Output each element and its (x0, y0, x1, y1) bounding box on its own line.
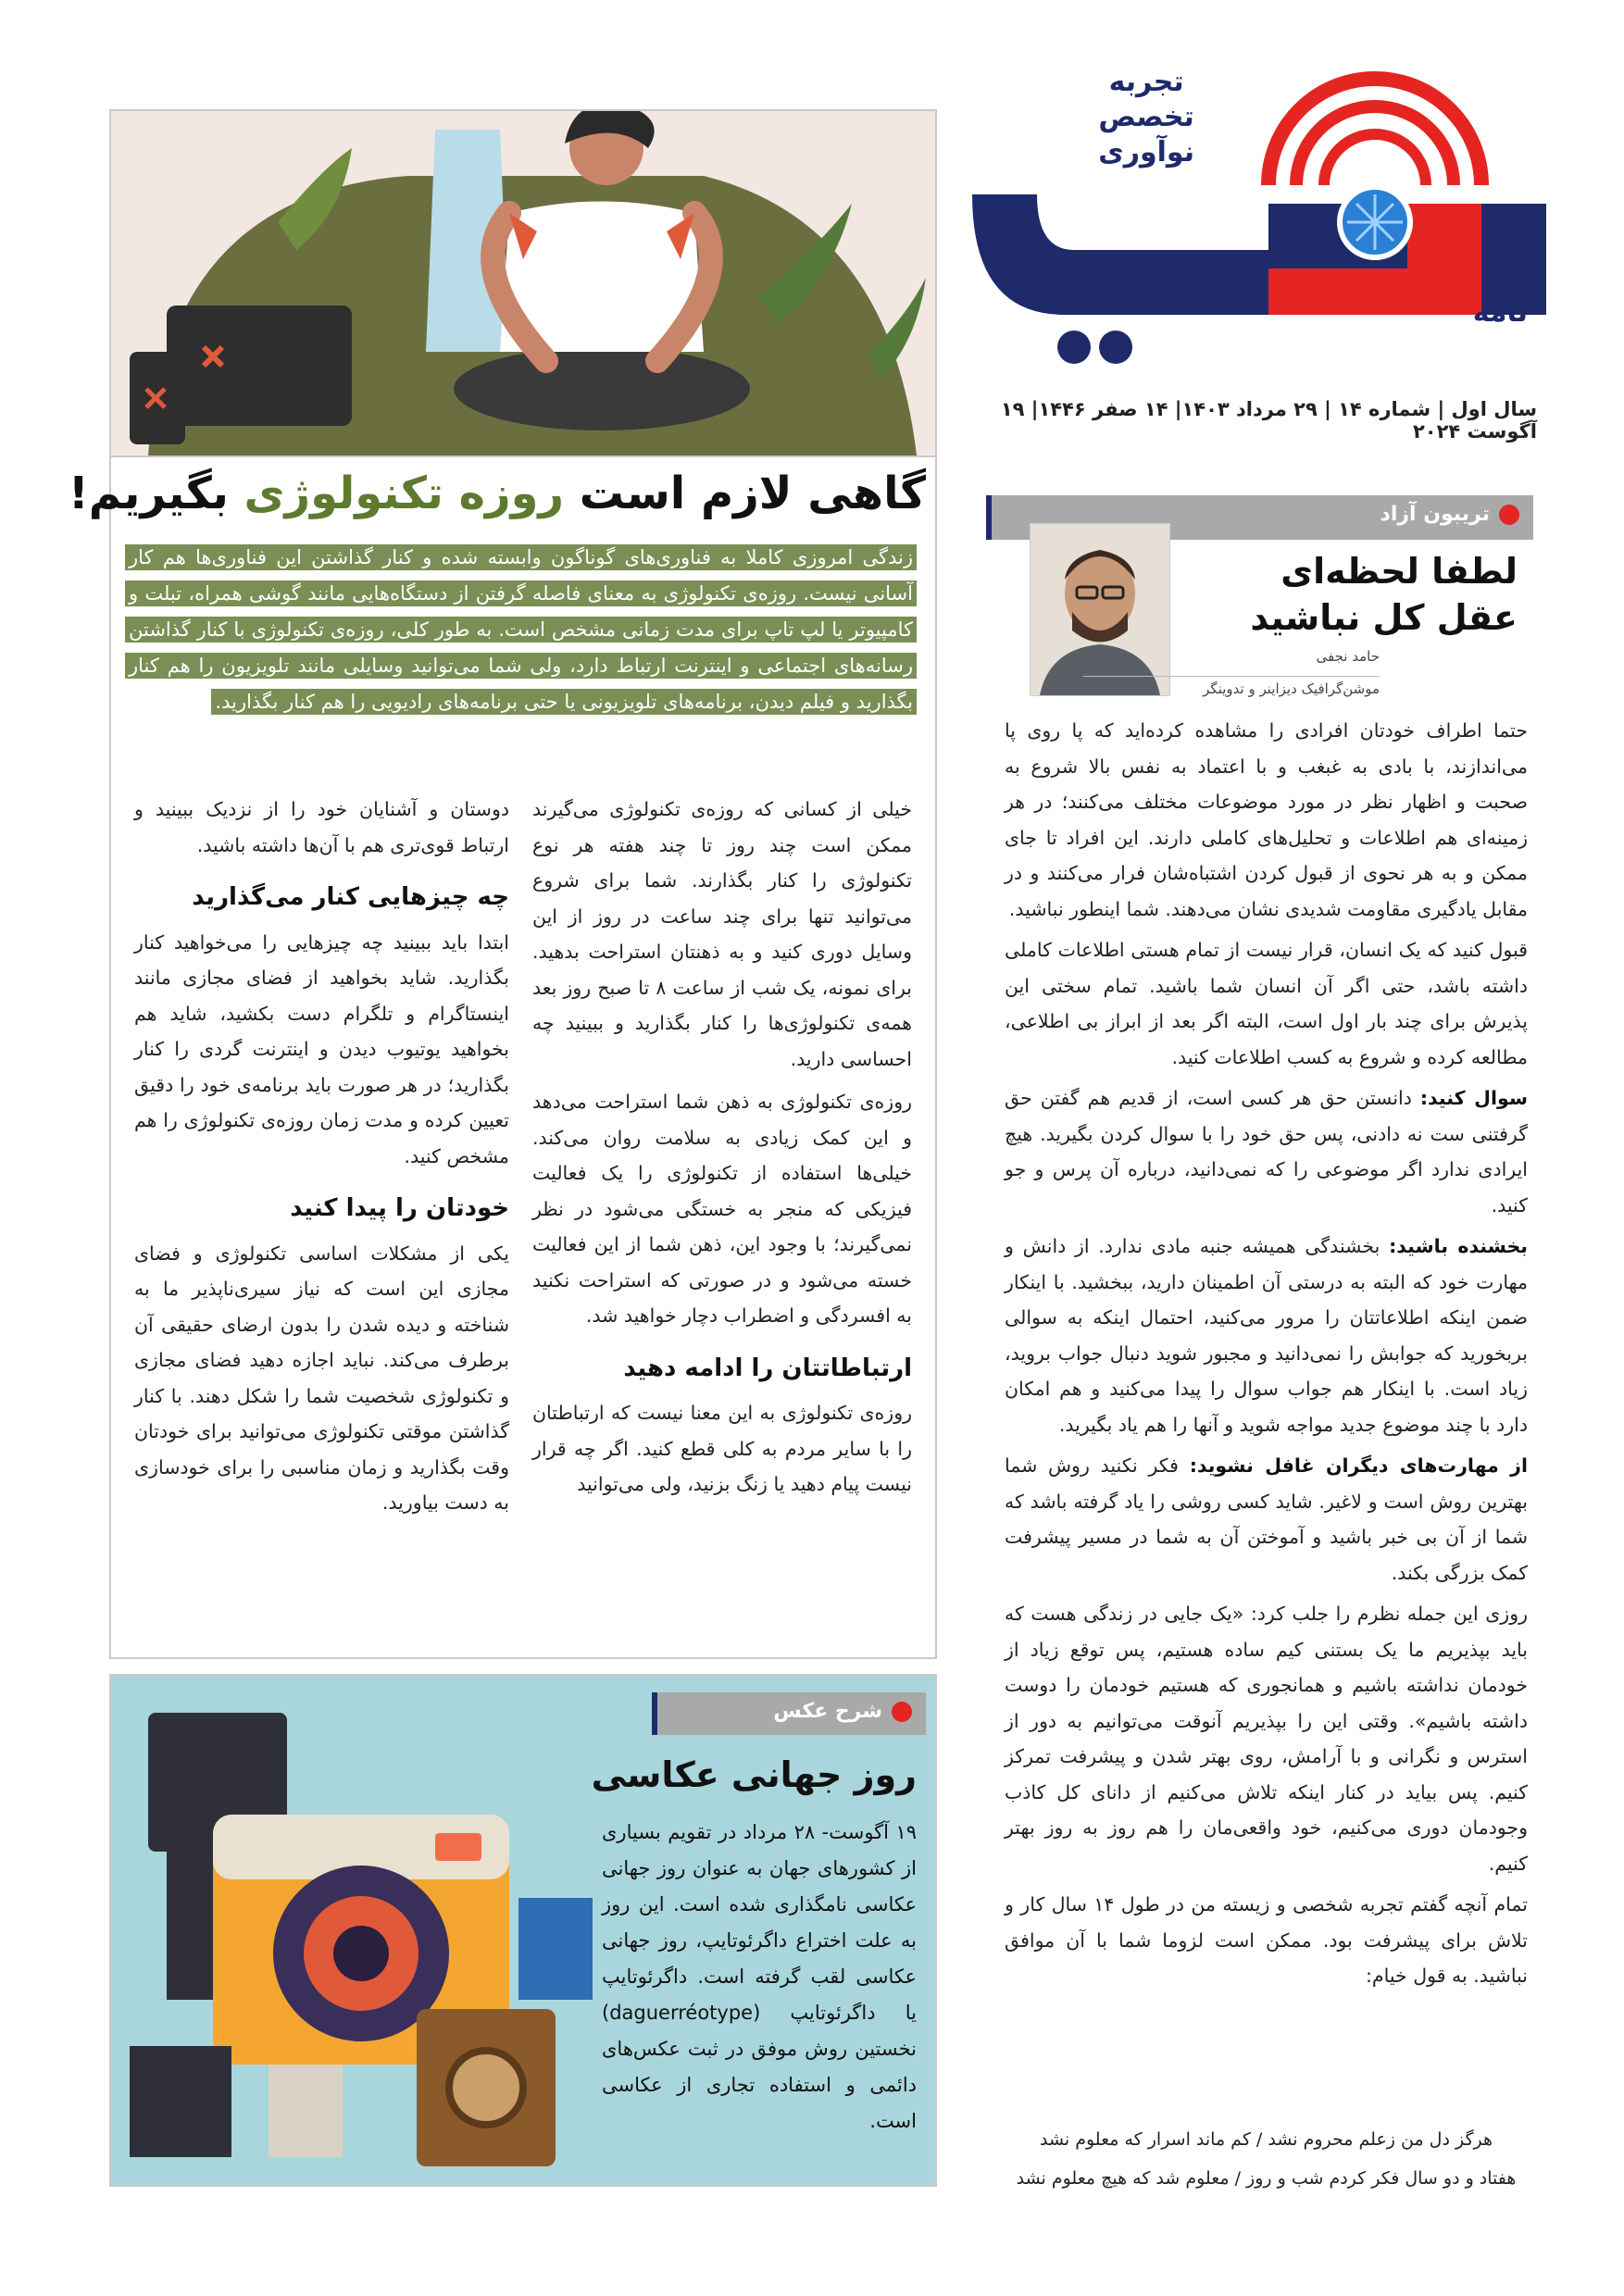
author-role: موشن‌گرافیک دیزاینر و تدوینگر (1083, 676, 1380, 697)
issue-line: سال اول | شماره ۱۴ | ۲۹ مرداد ۱۴۰۳| ۱۴ صفر ۱۴۴۶| ۱۹ آگوست ۲۰۲۴ (1000, 398, 1537, 443)
paragraph: سوال کنید: دانستن حق هر کسی است، از قدیم هم گفتن حق گرفتنی ست نه دادنی، پس حق خود را با سوال کردن بگیرید. هیچ ایرادی ندارد اگر موضوعی را که نمی‌دانید، درباره آن پرس و جو کنید. (1005, 1087, 1528, 1217)
paragraph: دوستان و آشنایان خود را از نزدیک ببینید و ارتباط قوی‌تری هم با آن‌ها داشته باشید. (134, 798, 509, 856)
author-portrait (1030, 523, 1170, 696)
poem: هرگز دل من زعلم محروم نشد / کم ماند اسرار که معلوم نشد هفتاد و دو سال فکر کردم شب و روز / معلوم شد که هیچ معلوم نشد (1016, 2129, 1517, 2189)
subheading: ارتباطاتتان را ادامه دهید (623, 1354, 912, 1382)
author-name: حامد نجفی (1316, 648, 1380, 665)
camera-illustration (111, 1676, 630, 2185)
paragraph: حتما اطراف خودتان افرادی را مشاهده کرده‌اید که پا روی پا می‌اندازند، با بادی به غبغب و با اعتماد به نفس بالا شروع به صحبت و اظهار نظر در مورد موضوعات مختلف می‌کنند؛ در هر زمینه‌ای هم اطلاعات و تحلیل‌های کاملی دارند. این افراد تا جای ممکن و به هر نحوی از قبول کردن اشتباه‌شان فرار می‌کنند و در مقابل یادگیری مقاومت شدیدی نشان می‌دهند. شما اینطور نباشید. (1005, 719, 1528, 920)
tribune-body (1005, 713, 1528, 2000)
paragraph: روزه‌ی تکنولوژی به این معنا نیست که ارتباطتان را با سایر مردم به کلی قطع کنید. اگر چه قرار نیست پیام دهید یا زنگ بزنید، ولی می‌توانید (532, 1402, 912, 1495)
section-label: تریبون آزاد (1380, 503, 1490, 526)
bullet-icon (1499, 505, 1519, 525)
paragraph: ابتدا باید ببینید چه چیزهایی را می‌خواهید کنار بگذارید. شاید بخواهید از فضای مجازی مانند اینستاگرام و تلگرام دست بکشید، شاید هم بخواهید یوتیوب دیدن و اینترنت گردی را کنار بگذارید؛ در هر صورت باید برنامه‌ی خود را دقیق تعیین کرده و مدت زمان روزه‌ی تکنولوژی را هم مشخص کنید. (134, 930, 509, 1167)
photo-title: روز جهانی عکاسی (591, 1754, 917, 1795)
hero-illustration (109, 109, 937, 457)
masthead-tagline: تجربه تخصص نوآوری (1098, 66, 1194, 168)
bullet-icon (892, 1702, 912, 1722)
section-label: شرح عکس (773, 1700, 882, 1723)
paragraph: یکی از مشکلات اساسی تکنولوژی و فضای مجازی این است که نیاز سیری‌ناپذیر ما به شناخته و دیده شدن را بدون ارضای حقیقی آن برطرف می‌کند. نباید اجازه دهید فضای مجازی و تکنولوژی شخصیت شما را شکل دهند. با کنار گذاشتن موقتی تکنولوژی می‌توانید برای خودتان وقت بگذارید و زمان مناسبی را برای خودسازی به دست بیاورید. (134, 1242, 509, 1514)
subheading: خودتان را پیدا کنید (290, 1194, 509, 1222)
subheading: چه چیزهایی کنار می‌گذارید (192, 883, 509, 911)
photo-caption-box (109, 1674, 937, 2187)
tribune-title: لطفا لحظه‌ای عقل کل نباشید (1250, 551, 1518, 638)
article-lead: زندگی امروزی کاملا به فناوری‌های گوناگون وابسته شده و کنار گذاشتن این فناوری‌ها هم کار آسانی نیست. روزه‌ی تکنولوژی به معنای فاصله گرفتن از دستگاه‌هایی مانند گوشی همراه، تبلت و کامپیوتر یا لپ تاپ برای مدت زمانی مشخص است. به طور کلی، روزه‌ی تکنولوژی با کنار گذاشتن رسانه‌های اجتماعی و اینترنت ارتباط دارد، ولی شما می‌توانید وسایلی مانند تلویزیون را هم کنار بگذارید و فیلم دیدن، برنامه‌های تلویزیونی یا حتی برنامه‌های رادیویی را هم کنار بگذارید. (125, 540, 917, 720)
paragraph: تمام آنچه گفتم تجربه شخصی و زیسته من در طول ۱۴ سال کار و تلاش برای پیشرفت بود. ممکن است لزوما شما با آن موافق نباشید. به قول خیام: (1005, 1893, 1528, 1987)
logo-word: نامه (1472, 296, 1528, 329)
paragraph: قبول کنید که یک انسان، قرار نیست از تمام هستی اطلاعات کاملی داشته باشد، حتی اگر آن انسان شما باشید. تمام سختی این پذیرش برای چند بار اول است، البته اگر بعد از ابراز بی اطلاعی، مطالعه کرده و شروع به کسب اطلاعات کنید. (1005, 939, 1528, 1068)
masthead (963, 65, 1546, 370)
paragraph: بخشنده باشید: بخشندگی همیشه جنبه مادی ندارد. از دانش و مهارت خود که البته به درستی آن اطمینان دارید، ببخشید. با اینکار ضمن اینکه اطلاعاتتان را مرور می‌کنید، احتمال اینکه به سوالی بربخورید که جوابش را نمی‌دانید و مجبور شوید دنبال جواب بروید، زیاد است. با اینکار هم جواب سوال را پیدا می‌کنید و هم امکان دارد با چند موضوع جدید مواجه شوید و آنها را هم یاد بگیرید. (1005, 1235, 1528, 1436)
article-headline: گاهی لازم است روزه تکنولوژی بگیریم! (68, 468, 926, 519)
photo-body: ۱۹ آگوست- ۲۸ مرداد در تقویم بسیاری از کشورهای جهان به عنوان روز جهانی عکاسی نامگذاری شده است. این روز به علت اختراع داگرئوتایپ، روز جهانی عکاسی لقب گرفته است. داگرئوتایپ یا داگرئوتایپ (daguerréotype) نخستین روش موفق در ثبت عکس‌های دائمی و استفاده تجاری از عکاسی است. (602, 1821, 917, 2132)
paragraph: خیلی از کسانی که روزه‌ی تکنولوژی می‌گیرند ممکن است چند روز تا چند هفته هر نوع تکنولوژی را کنار بگذارند. شما برای شروع می‌توانید تنها برای چند ساعت در روز از این وسایل دوری کنید و به ذهنتان استراحت بدهید. برای نمونه، یک شب از ساعت ۸ تا صبح روز بعد همه‌ی تکنولوژی‌ها را کنار بگذارید و ببینید چه احساسی دارید. (532, 798, 912, 1070)
paragraph: روزه‌ی تکنولوژی به ذهن شما استراحت می‌دهد و این کمک زیادی به سلامت روان می‌کند. خیلی‌ها استفاده از تکنولوژی را یک فعالیت فیزیکی که منجر به خستگی می‌شود در نظر نمی‌گیرند؛ با وجود این، ذهن شما از این فعالیت خسته می‌شود و در صورتی که استراحت نکنید به افسردگی و اضطراب دچار خواهید شد. (532, 1091, 912, 1327)
article-column-right (532, 792, 912, 1510)
logo-mark (963, 65, 1546, 370)
photo-section-bar (652, 1692, 926, 1735)
article-column-left (134, 792, 509, 1529)
paragraph: روزی این جمله نظرم را جلب کرد: «یک جایی در زندگی هست که باید بپذیریم ما یک بستنی کیم ساده هستیم، پس توقع زیاد از خودمان نداشته باشیم و همانجوری که هستیم خودمان را دوست داشته باشیم». وقتی این را بپذیریم آنوقت می‌توانیم به دور از استرس و نگرانی و با آرامش، روی بهتر شدن و پیشرفت تمرکز کنیم. پس بیاید در کنار اینکه تلاش می‌کنیم از دانای کل کاذب وجودمان دوری می‌کنیم، خود واقعی‌مان را هم روز به روز بهتر کنیم. (1005, 1603, 1528, 1875)
paragraph: از مهارت‌های دیگران غافل نشوید: فکر نکنید روش شما بهترین روش است و لاغیر. شاید کسی روشی را یاد گرفته باشد که شما از آن بی خبر باشید و آموختن آن به شما در مسیر پیشرفت کمک بزرگی بکند. (1005, 1454, 1528, 1584)
